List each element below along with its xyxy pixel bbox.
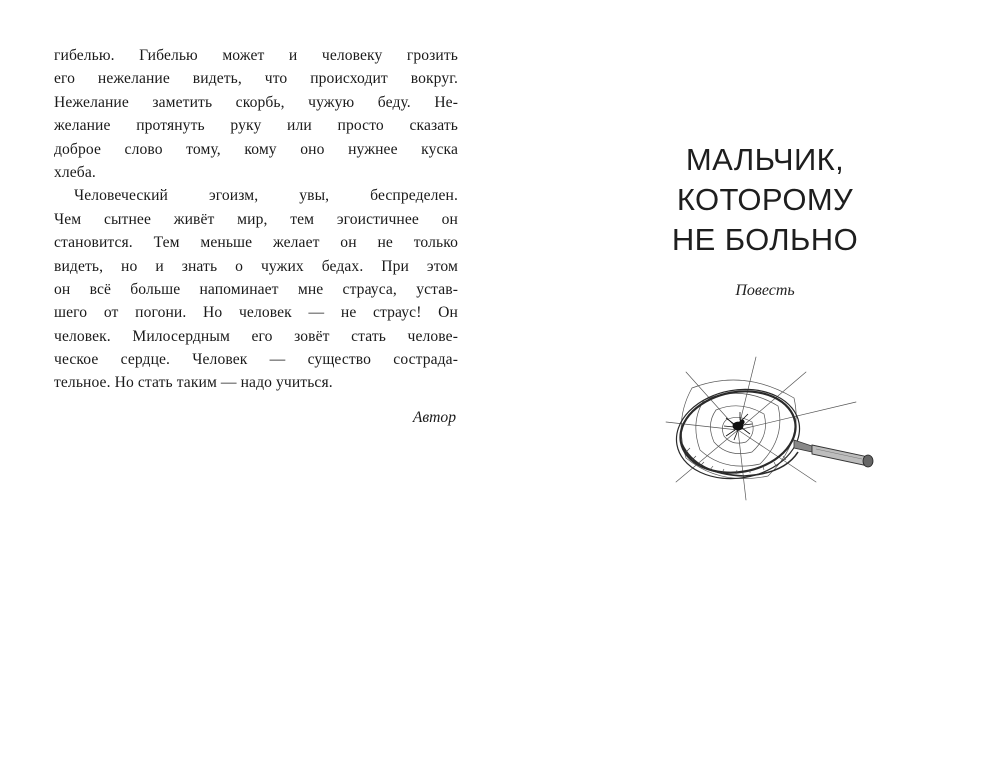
text-line: тельное. Но стать таким — надо учиться.	[54, 374, 333, 392]
text-line: желание протянуть руку или просто сказать	[54, 117, 458, 135]
text-line: Человеческий эгоизм, увы, беспределен.	[74, 187, 458, 205]
magnifying-glass-spiderweb-icon	[656, 352, 886, 502]
text-line: видеть, но и знать о чужих бедах. При этом	[54, 257, 458, 275]
text-line: хлеба.	[54, 163, 96, 181]
genre-label: Повесть	[735, 282, 795, 299]
title-line: МАЛЬЧИК,	[685, 142, 845, 177]
text-line: Нежелание заметить скорбь, чужую беду. Не-	[54, 93, 458, 111]
title-line: КОТОРОМУ	[676, 182, 854, 217]
text-line: Чем сытнее живёт мир, тем эгоистичнее он	[54, 210, 458, 228]
title-page	[610, 140, 920, 300]
text-line: его нежелание видеть, что происходит вокруг.	[54, 70, 458, 88]
text-line: доброе слово тому, кому оно нужнее куска	[54, 140, 458, 158]
text-line: шего от погони. Но человек — не страус! Он	[54, 304, 458, 322]
text-line: ческое сердце. Человек — существо сострада-	[54, 351, 458, 369]
text-line: он всё больше напоминает мне страуса, устав-	[54, 280, 458, 298]
text-line: гибелью. Гибелью может и человеку грозить	[54, 47, 458, 64]
book-title	[610, 140, 920, 260]
text-line: становится. Тем меньше желает он не только	[54, 234, 458, 252]
title-line: НЕ БОЛЬНО	[671, 222, 859, 257]
author-signature: Автор	[412, 408, 456, 426]
text-line: человек. Милосердным его зовёт стать челове-	[54, 327, 458, 345]
left-page-text	[54, 44, 458, 427]
